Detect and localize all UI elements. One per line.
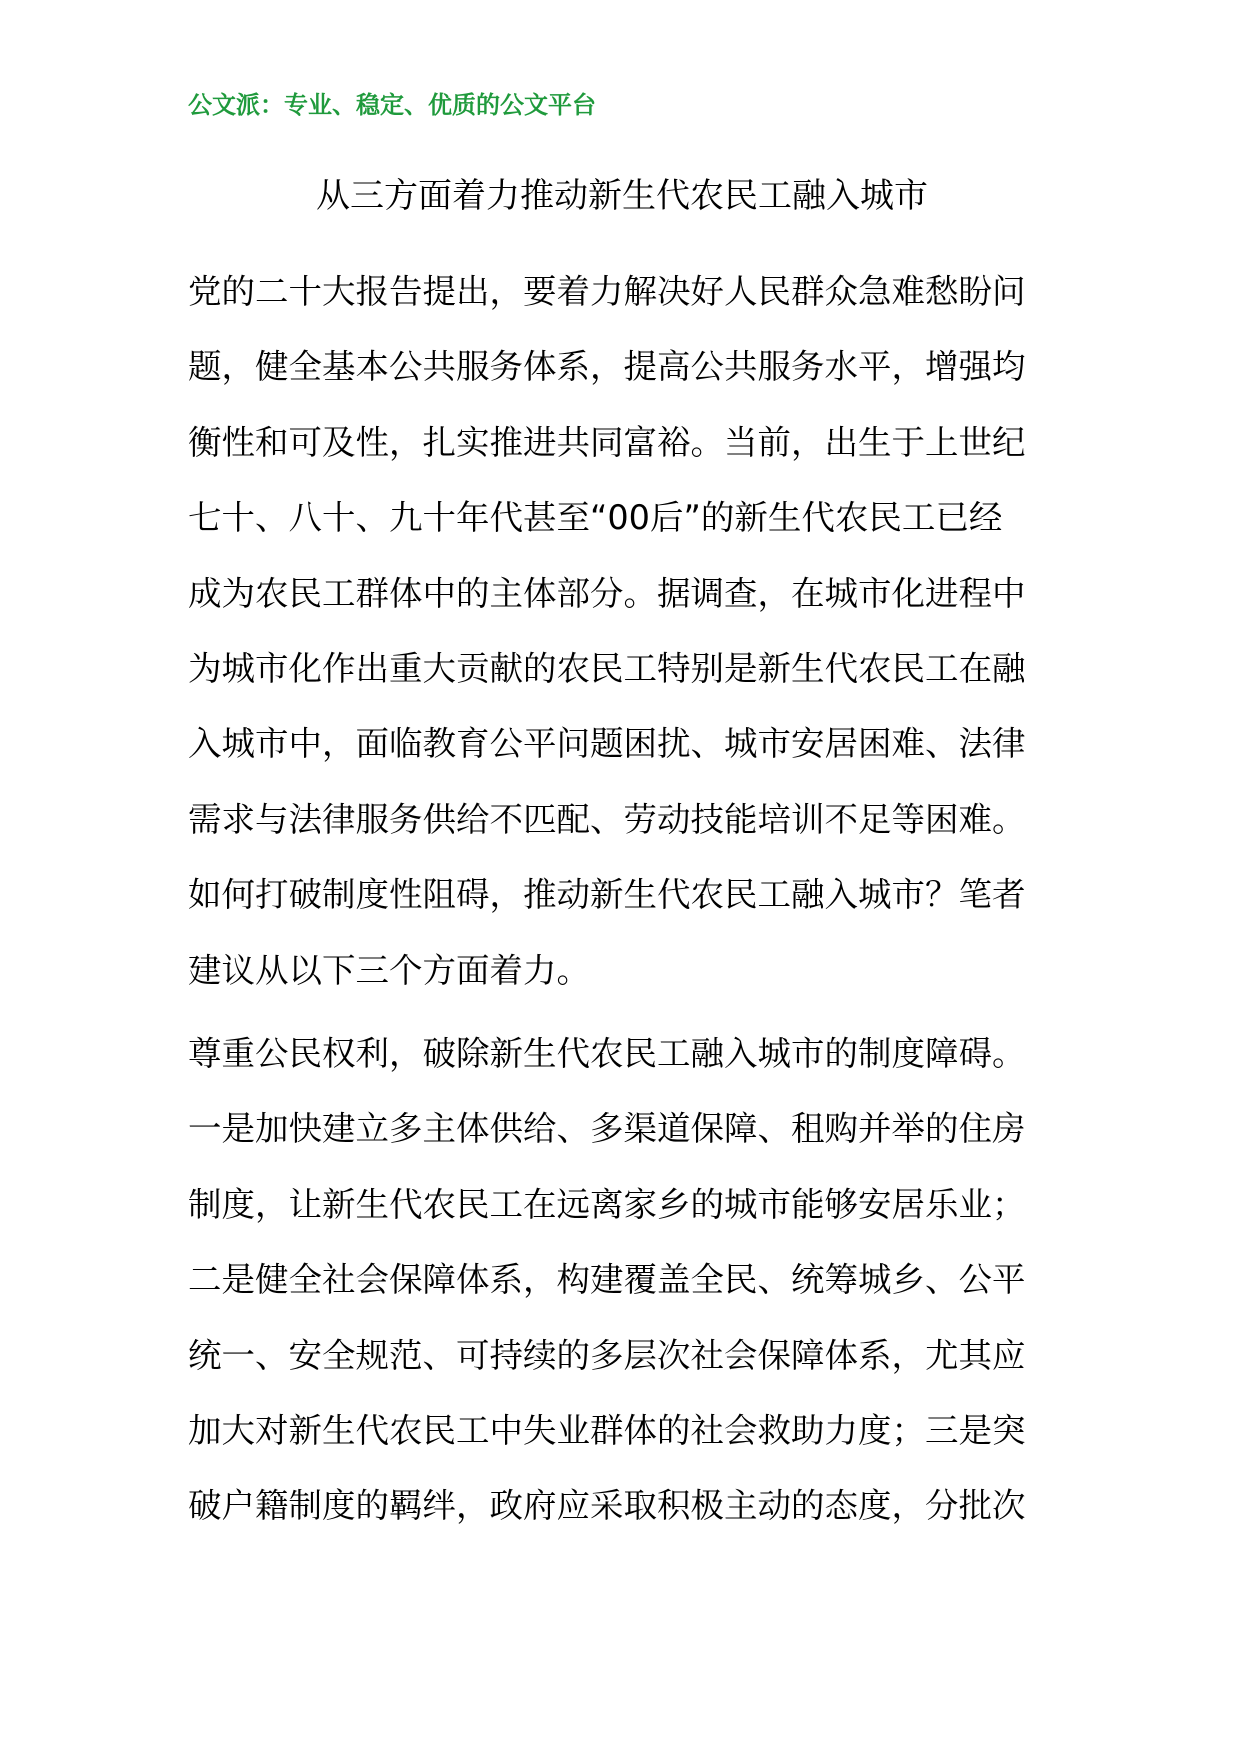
paragraph-line: 制度，让新生代农民工在远离家乡的城市能够安居乐业； [188, 1184, 1026, 1224]
paragraph-line: 成为农民工群体中的主体部分。据调查，在城市化进程中 [188, 573, 1026, 613]
paragraph-1 [188, 254, 1058, 1008]
paragraph-line: 尊重公民权利，破除新生代农民工融入城市的制度障碍。 [188, 1034, 1026, 1073]
document-title: 从三方面着力推动新生代农民工融入城市 [316, 176, 928, 216]
header-tagline: 公文派：专业、稳定、优质的公文平台 [188, 90, 596, 119]
paragraph-line: 如何打破制度性阻碍，推动新生代农民工融入城市？笔者 [188, 875, 1026, 915]
paragraph-line: 衡性和可及性，扎实推进共同富裕。当前，出生于上世纪 [188, 422, 1026, 462]
paragraph-line: 入城市中，面临教育公平问题困扰、城市安居困难、法律 [188, 724, 1026, 764]
paragraph-line: 为城市化作出重大贡献的农民工特别是新生代农民工在融 [188, 648, 1026, 688]
paragraph-line: 需求与法律服务供给不匹配、劳动技能培训不足等困难。 [188, 799, 1026, 839]
paragraph-line: 加大对新生代农民工中失业群体的社会救助力度；三是突 [188, 1410, 1026, 1450]
paragraph-line: 一是加快建立多主体供给、多渠道保障、租购并举的住房 [188, 1109, 1026, 1149]
paragraph-2 [188, 1016, 1058, 1544]
paragraph-line: 党的二十大报告提出，要着力解决好人民群众急难愁盼问 [188, 272, 1026, 311]
paragraph-line: 七十、八十、九十年代甚至“00后”的新生代农民工已经 [188, 498, 1003, 538]
paragraph-line: 二是健全社会保障体系，构建覆盖全民、统筹城乡、公平 [188, 1260, 1026, 1300]
paragraph-line: 统一、安全规范、可持续的多层次社会保障体系，尤其应 [188, 1335, 1026, 1375]
paragraph-line: 题，健全基本公共服务体系，提高公共服务水平，增强均 [188, 347, 1026, 387]
paragraph-line: 破户籍制度的羁绊，政府应采取积极主动的态度，分批次 [188, 1486, 1026, 1526]
paragraph-line: 建议从以下三个方面着力。 [188, 950, 590, 990]
